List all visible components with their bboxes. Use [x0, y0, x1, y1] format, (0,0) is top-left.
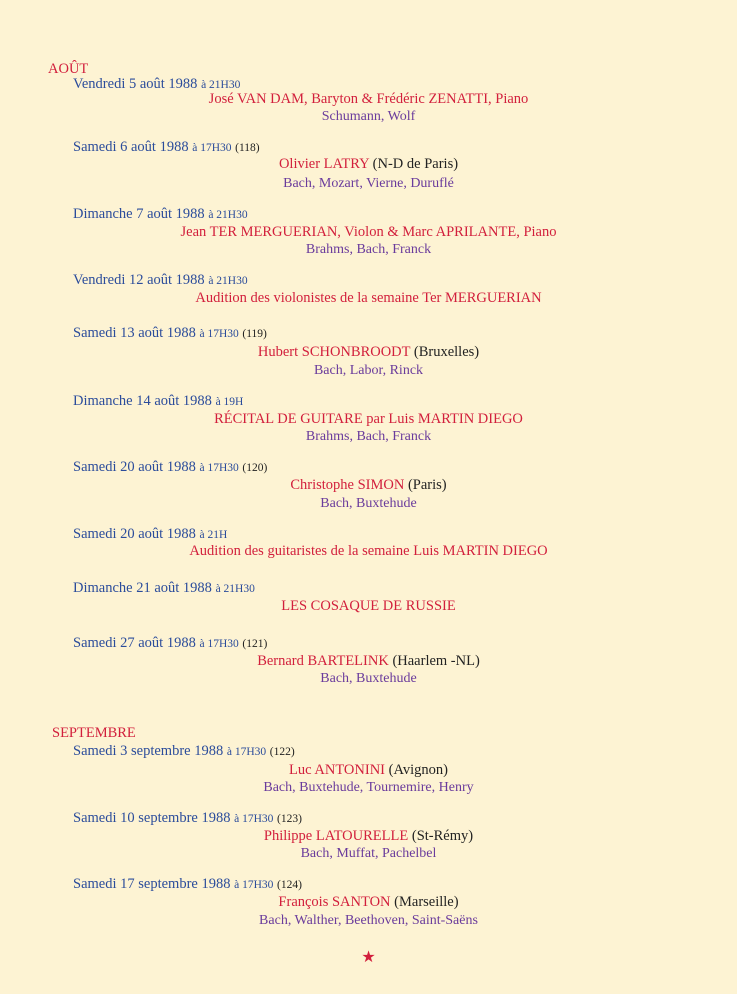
event-performer: LES COSAQUE DE RUSSIE [281, 598, 456, 614]
star-ornament-icon: ★ [361, 949, 376, 966]
event-date: Samedi 20 août 1988 à 17H30 (120) [73, 459, 268, 475]
event-program: Bach, Mozart, Vierne, Duruflé [283, 176, 454, 191]
event-performer: Luc ANTONINI (Avignon) [289, 762, 448, 778]
month-heading: SEPTEMBRE [52, 725, 136, 741]
event-performer: Philippe LATOURELLE (St-Rémy) [263, 828, 474, 844]
event-date: Vendredi 5 août 1988 à 21H30 [73, 76, 241, 92]
event-date: Samedi 10 septembre 1988 à 17H30 (123) [73, 810, 302, 826]
event-date: Dimanche 21 août 1988 à 21H30 [73, 580, 255, 596]
event-date: Samedi 20 août 1988 à 21H [73, 526, 228, 542]
event-program: Bach, Buxtehude, Tournemire, Henry [263, 780, 474, 795]
event-program: Bach, Buxtehude [320, 671, 417, 686]
event-performer: José VAN DAM, Baryton & Frédéric ZENATTI, Piano [208, 91, 529, 107]
event-date: Samedi 17 septembre 1988 à 17H30 (124) [73, 876, 302, 892]
event-performer: RÉCITAL DE GUITARE par Luis MARTIN DIEGO [214, 411, 523, 427]
month-heading: AOÛT [48, 61, 89, 77]
event-date: Samedi 6 août 1988 à 17H30 (118) [73, 139, 260, 155]
event-date: Vendredi 12 août 1988 à 21H30 [73, 272, 248, 288]
event-program: Bach, Muffat, Pachelbel [300, 846, 437, 861]
event-date: Samedi 13 août 1988 à 17H30 (119) [73, 325, 267, 341]
event-performer: Jean TER MERGUERIAN, Violon & Marc APRILANTE, Piano [180, 224, 557, 240]
event-date: Dimanche 14 août 1988 à 19H [73, 393, 244, 409]
event-performer: Christophe SIMON (Paris) [290, 477, 447, 493]
event-date: Samedi 3 septembre 1988 à 17H30 (122) [73, 743, 295, 759]
event-performer: Olivier LATRY (N-D de Paris) [278, 156, 459, 172]
event-program: Brahms, Bach, Franck [305, 242, 432, 257]
event-performer: Bernard BARTELINK (Haarlem -NL) [257, 653, 480, 669]
event-program: Schumann, Wolf [321, 109, 416, 124]
event-performer: François SANTON (Marseille) [278, 894, 459, 910]
event-program: Bach, Walther, Beethoven, Saint-Saëns [259, 913, 478, 928]
event-performer: Audition des guitaristes de la semaine Luis MARTIN DIEGO [189, 543, 548, 559]
event-program: Bach, Buxtehude [320, 496, 417, 511]
event-date: Dimanche 7 août 1988 à 21H30 [73, 206, 248, 222]
event-performer: Audition des violonistes de la semaine Ter MERGUERIAN [195, 290, 542, 306]
event-performer: Hubert SCHONBROODT (Bruxelles) [257, 344, 480, 360]
event-program: Brahms, Bach, Franck [305, 429, 432, 444]
event-date: Samedi 27 août 1988 à 17H30 (121) [73, 635, 268, 651]
event-program: Bach, Labor, Rinck [313, 363, 424, 378]
